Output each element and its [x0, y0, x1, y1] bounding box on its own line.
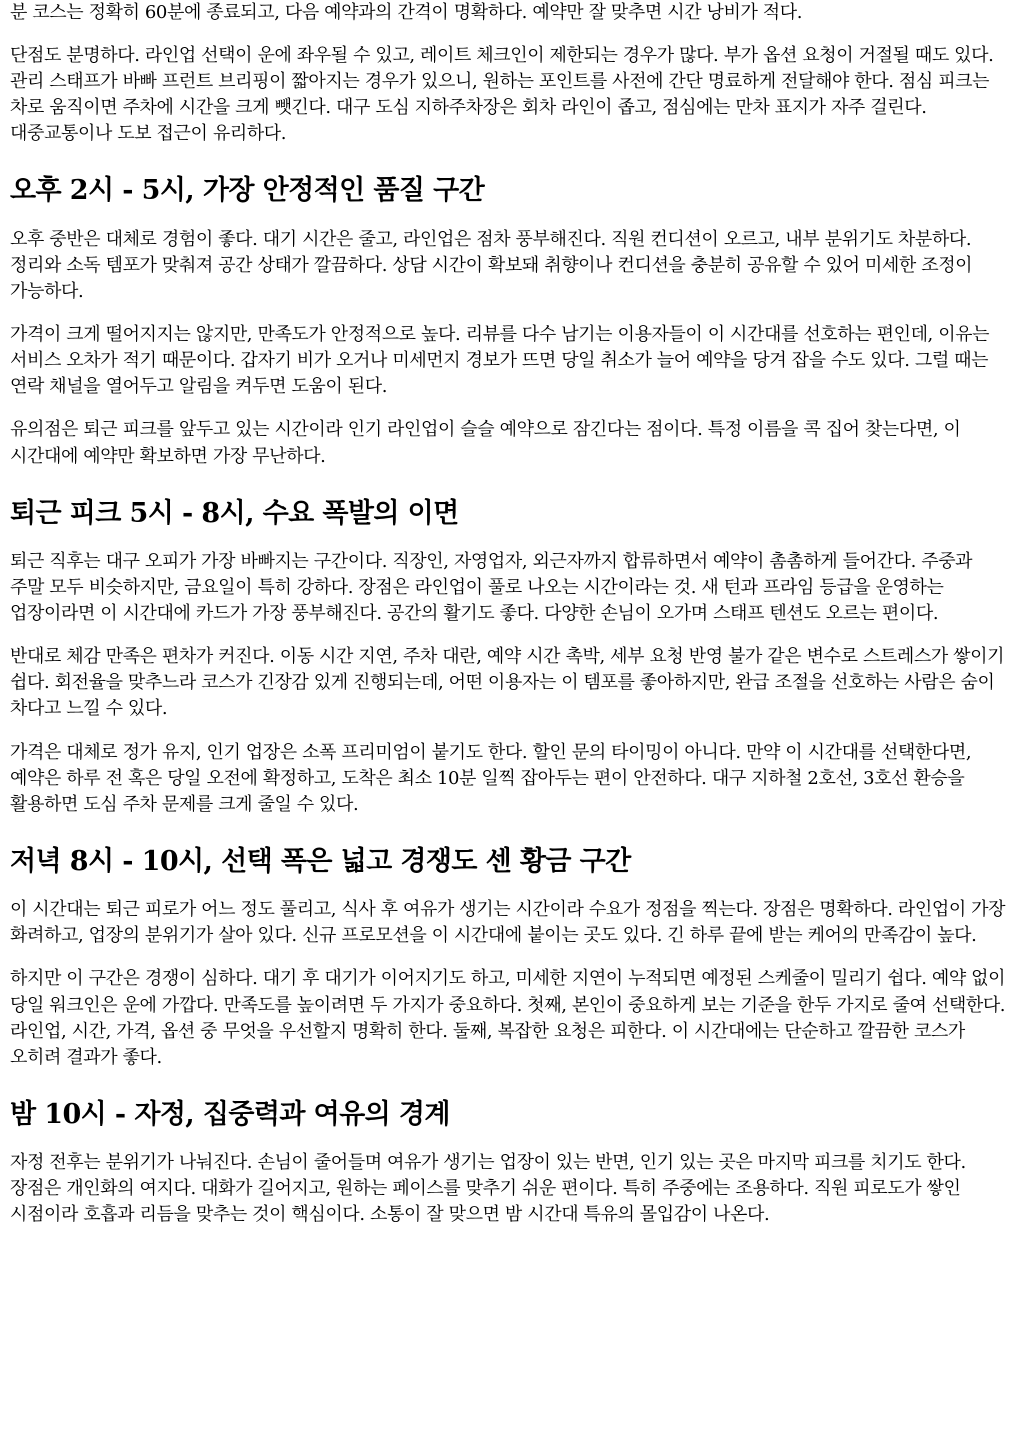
afternoon-paragraph-3: 유의점은 퇴근 피크를 앞두고 있는 시간이라 인기 라인업이 슬슬 예약으로 잠긴다는 점이다. 특정 이름을 콕 집어 찾는다면, 이 시간대에 예약만 확보하면 가장 무난하다.	[10, 419, 961, 467]
afternoon-paragraph-1: 오후 중반은 대체로 경험이 좋다. 대기 시간은 줄고, 라인업은 점차 풍부해진다. 직원 컨디션이 오르고, 내부 분위기도 차분하다. 정리와 소독 템포가 맞춰져 공간 상태가 깔끔하다. 상담 시간이 확보돼 취향이나 컨디션을 충분히 공유할 수 있어 미세한 조정이 가능하다.	[10, 228, 973, 303]
section-heading-evening: 저녁 8시 - 10시, 선택 폭은 넓고 경쟁도 센 황금 구간	[10, 845, 631, 877]
evening-paragraph-2: 하지만 이 구간은 경쟁이 심하다. 대기 후 대기가 이어지기도 하고, 미세한 지연이 누적되면 예정된 스케줄이 밀리기 쉽다. 예약 없이 당일 워크인은 운에 가깝다. 만족도를 높이려면 두 가지가 중요하다. 첫째, 본인이 중요하게 보는 기준을 한두 가지로 줄여 선택한다. 라인업, 시간, 가격, 옵션 중 무엇을 우선할지 명확히 한다. 둘째, 복잡한 요청은 피한다. 이 시간대에는 단순하고 깔끔한 코스가 오히려 결과가 좋다.	[10, 968, 1006, 1068]
section-afternoon	[10, 175, 1010, 469]
night-paragraph-1: 자정 전후는 분위기가 나눠진다. 손님이 줄어들며 여유가 생기는 업장이 있는 반면, 인기 있는 곳은 마지막 피크를 치기도 한다. 장점은 개인화의 여지다. 대화가 길어지고, 원하는 페이스를 맞추기 쉬운 편이다. 특히 주중에는 조용하다. 직원 피로도가 쌓인 시점이라 호흡과 리듬을 맞추는 것이 핵심이다. 소통이 잘 맞으면 밤 시간대 특유의 몰입감이 나온다.	[10, 1152, 966, 1226]
section-evening	[10, 846, 1010, 1071]
rush-hour-paragraph-2: 반대로 체감 만족은 편차가 커진다. 이동 시간 지연, 주차 대란, 예약 시간 촉박, 세부 요청 반영 불가 같은 변수로 스트레스가 쌓이기 쉽다. 회전율을 맞추느라 코스가 긴장감 있게 진행되는데, 어떤 이용자는 이 템포를 좋아하지만, 완급 조절을 선호하는 사람은 숨이 차다고 느낄 수 있다.	[10, 646, 1005, 720]
afternoon-paragraph-2: 가격이 크게 떨어지지는 않지만, 만족도가 안정적으로 높다. 리뷰를 다수 남기는 이용자들이 이 시간대를 선호하는 편인데, 이유는 서비스 오차가 적기 때문이다. 갑자기 비가 오거나 미세먼지 경보가 뜨면 당일 취소가 늘어 예약을 당겨 잡을 수도 있다. 그럴 때는 연락 채널을 열어두고 알림을 켜두면 도움이 된다.	[10, 324, 990, 398]
section-rush-hour	[10, 498, 1010, 818]
section-heading-rush-hour: 퇴근 피크 5시 - 8시, 수요 폭발의 이면	[10, 497, 459, 529]
evening-paragraph-1: 이 시간대는 퇴근 피로가 어느 정도 풀리고, 식사 후 여유가 생기는 시간이라 수요가 정점을 찍는다. 장점은 명확하다. 라인업이 가장 화려하고, 업장의 분위기가 살아 있다. 신규 프로모션을 이 시간대에 붙이는 곳도 있다. 긴 하루 끝에 받는 케어의 만족감이 높다.	[10, 899, 1006, 947]
rush-hour-paragraph-1: 퇴근 직후는 대구 오피가 가장 바빠지는 구간이다. 직장인, 자영업자, 외근자까지 합류하면서 예약이 촘촘하게 들어간다. 주중과 주말 모두 비슷하지만, 금요일이 특히 강하다. 장점은 라인업이 풀로 나오는 시간이라는 것. 새 턴과 프라임 등급을 운영하는 업장이라면 이 시간대에 카드가 가장 풍부해진다. 공간의 활기도 좋다. 다양한 손님이 오가며 스태프 텐션도 오르는 편이다.	[10, 551, 973, 625]
section-heading-night: 밤 10시 - 자정, 집중력과 여유의 경계	[10, 1098, 450, 1130]
rush-hour-paragraph-3: 가격은 대체로 정가 유지, 인기 업장은 소폭 프리미엄이 붙기도 한다. 할인 문의 타이밍이 아니다. 만약 이 시간대를 선택한다면, 예약은 하루 전 혹은 당일 오전에 확정하고, 도착은 최소 10분 일찍 잡아두는 편이 안전하다. 대구 지하철 2호선, 3호선 환승을 활용하면 도심 주차 문제를 크게 줄일 수 있다.	[10, 741, 972, 815]
section-heading-afternoon: 오후 2시 - 5시, 가장 안정적인 품질 구간	[10, 175, 485, 207]
intro-paragraph-1: 분 코스는 정확히 60분에 종료되고, 다음 예약과의 간격이 명확하다. 예약만 잘 맞추면 시간 낭비가 적다.	[10, 2, 803, 23]
section-night	[10, 1099, 1010, 1229]
intro-paragraph-2: 단점도 분명하다. 라인업 선택이 운에 좌우될 수 있고, 레이트 체크인이 제한되는 경우가 많다. 부가 옵션 요청이 거절될 때도 있다. 관리 스태프가 바빠 프런트 브리핑이 짧아지는 경우가 있으니, 원하는 포인트를 사전에 간단 명료하게 전달해야 한다. 점심 피크는 차로 움직이면 주차에 시간을 크게 뺏긴다. 대구 도심 지하주차장은 회차 라인이 좁고, 점심에는 만차 표지가 자주 걸린다. 대중교통이나 도보 접근이 유리하다.	[10, 45, 994, 145]
